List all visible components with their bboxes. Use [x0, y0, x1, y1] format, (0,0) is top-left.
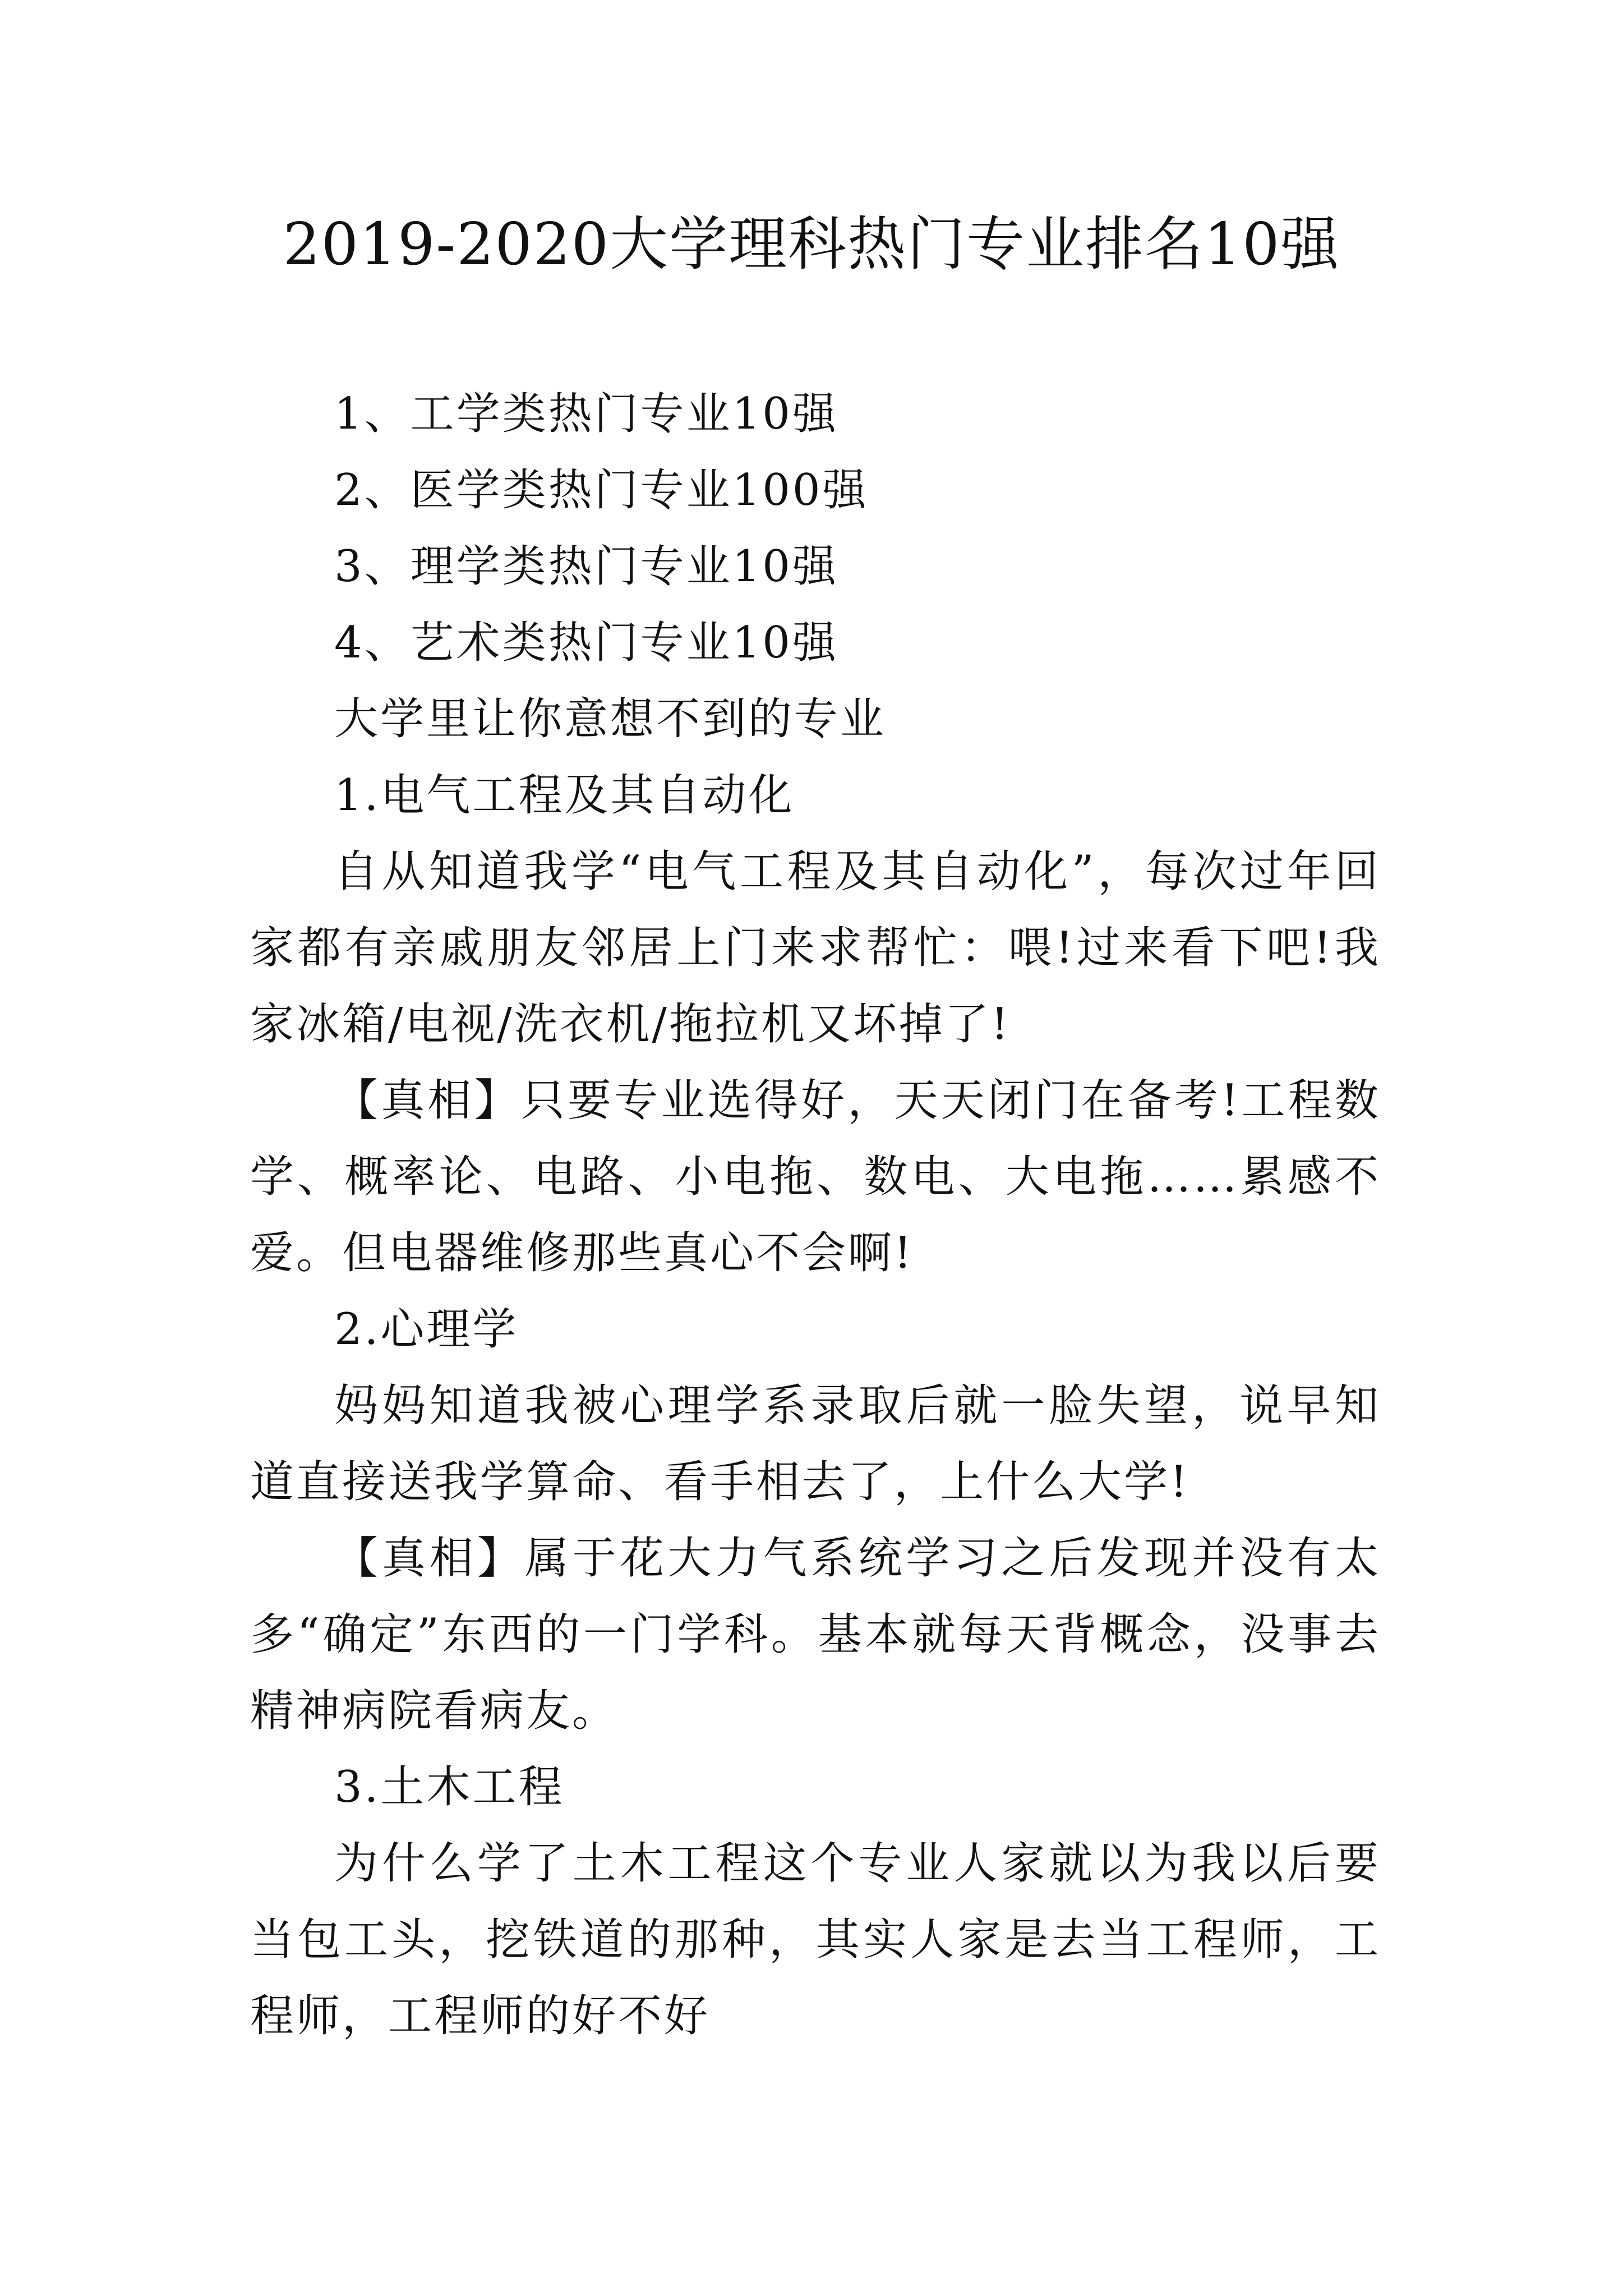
list-item-science: 3、理学类热门专业10强 — [334, 541, 838, 592]
paragraph-electrical-story: 自从知道我学“电气工程及其自动化”，每次过年回家都有亲戚朋友邻居上门来求帮忙：喂!过来看下吧!我家冰箱/电视/洗衣机/拖拉机又坏掉了! — [250, 846, 1381, 1050]
paragraph-civil-story: 为什么学了土木工程这个专业人家就以为我以后要当包工头，挖铁道的那种，其实人家是去当工程师，工程师，工程师的好不好 — [250, 1838, 1381, 2041]
section-heading-unexpected-majors: 大学里让你意想不到的专业 — [334, 694, 887, 744]
major-heading-civil: 3.土木工程 — [334, 1762, 565, 1812]
major-heading-psychology: 2.心理学 — [334, 1304, 519, 1355]
paragraph-psychology-story: 妈妈知道我被心理学系录取后就一脸失望，说早知道直接送我学算命、看手相去了，上什么大学! — [250, 1381, 1381, 1507]
major-heading-electrical: 1.电气工程及其自动化 — [334, 770, 795, 821]
document-title: 2019-2020大学理科热门专业排名10强 — [283, 210, 1340, 278]
paragraph-psychology-truth: 【真相】属于花大力气系统学习之后发现并没有太多“确定”东西的一门学科。基本就每天背概念，没事去精神病院看病友。 — [250, 1533, 1381, 1736]
document-body — [250, 376, 1381, 2054]
list-item-engineering: 1、工学类热门专业10强 — [334, 389, 838, 439]
list-item-medicine: 2、医学类热门专业100强 — [334, 465, 869, 516]
paragraph-electrical-truth: 【真相】只要专业选得好，天天闭门在备考!工程数学、概率论、电路、小电拖、数电、大电拖……累感不爱。但电器维修那些真心不会啊! — [250, 1075, 1381, 1278]
list-item-arts: 4、艺术类热门专业10强 — [334, 618, 838, 668]
